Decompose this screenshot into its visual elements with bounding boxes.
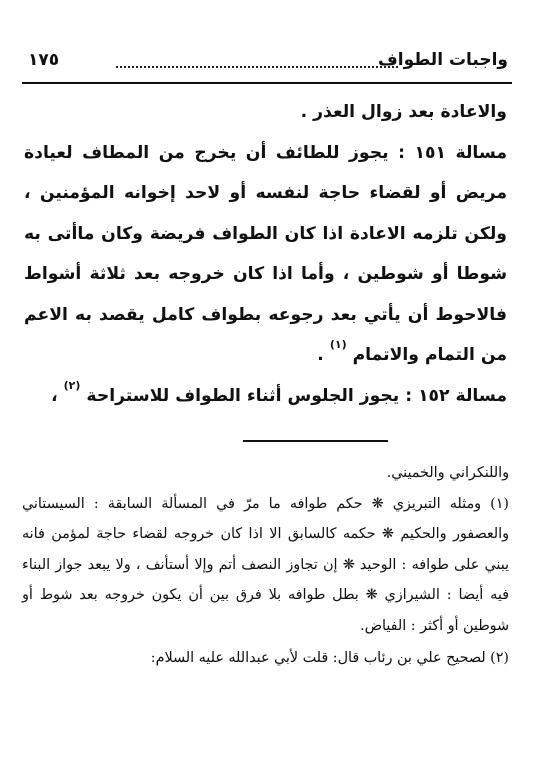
dot-leader <box>116 66 398 68</box>
footnote-ref: (١) <box>329 338 347 351</box>
issue-label: مسالة <box>455 142 507 163</box>
footnote-2: (٢) لصحيح علي بن رئاب قال: قلت لأبي عبدالله عليه السلام: <box>150 650 509 666</box>
header-rule <box>22 82 512 84</box>
issue-151 <box>24 133 507 376</box>
footnote-separator <box>243 440 388 442</box>
issue-152 <box>24 376 507 417</box>
page-number: ١٧٥ <box>28 50 60 70</box>
issue-number: ١٥١ <box>414 142 446 163</box>
text-line: والاعادة بعد زوال العذر . <box>300 102 507 122</box>
issue-end: ، <box>51 385 64 406</box>
issue-text: : يجوز للطائف أن يخرج من المطاف لعيادة مريض أو لقضاء حاجة لنفسه أو لاحد إخوانه المؤمنين ، ولكن تلزمه الاعادة اذا كان الطواف فريضة وكان ماأتى به شوطا أو شوطين ، وأما اذا كان خروجه بعد ثلاثة أشواط فالاحوط أن يأتي بعد رجوعه بطواف كامل يقصد به الاعم من التمام والاتمام <box>24 142 507 365</box>
main-text <box>24 92 507 416</box>
page-header <box>28 50 508 82</box>
issue-label: مسالة <box>455 385 507 406</box>
footnotes <box>22 458 509 674</box>
footnote-ref: (٢) <box>63 378 81 392</box>
running-title: واجبات الطواف <box>378 50 508 70</box>
footnote-continuation: واللنكراني والخميني. <box>386 465 509 481</box>
issue-end: . <box>317 345 330 365</box>
footnote-1: (١) ومثله التبريزي ❋ حكم طوافه ما مرّ في المسألة السابقة : السيستاني والعصفور والحكيم ❋ حكمه كالسابق الا اذا كان خروجه لقضاء حاجة لمؤمن فانه يبني على طوافه : الوحيد ❋ إن تجاوز النصف أتم وإلا أستأنف ، ولا يبعد جواز البناء فيه أيضا : الشيرازي ❋ بطل طوافه بلا فرق بين أن يكون خروجه بعد شوط أو شوطين أو أكثر : الفياض. <box>22 495 509 634</box>
issue-number: ١٥٢ <box>418 385 450 406</box>
issue-text: : يجوز الجلوس أثناء الطواف للاستراحة <box>86 385 419 406</box>
